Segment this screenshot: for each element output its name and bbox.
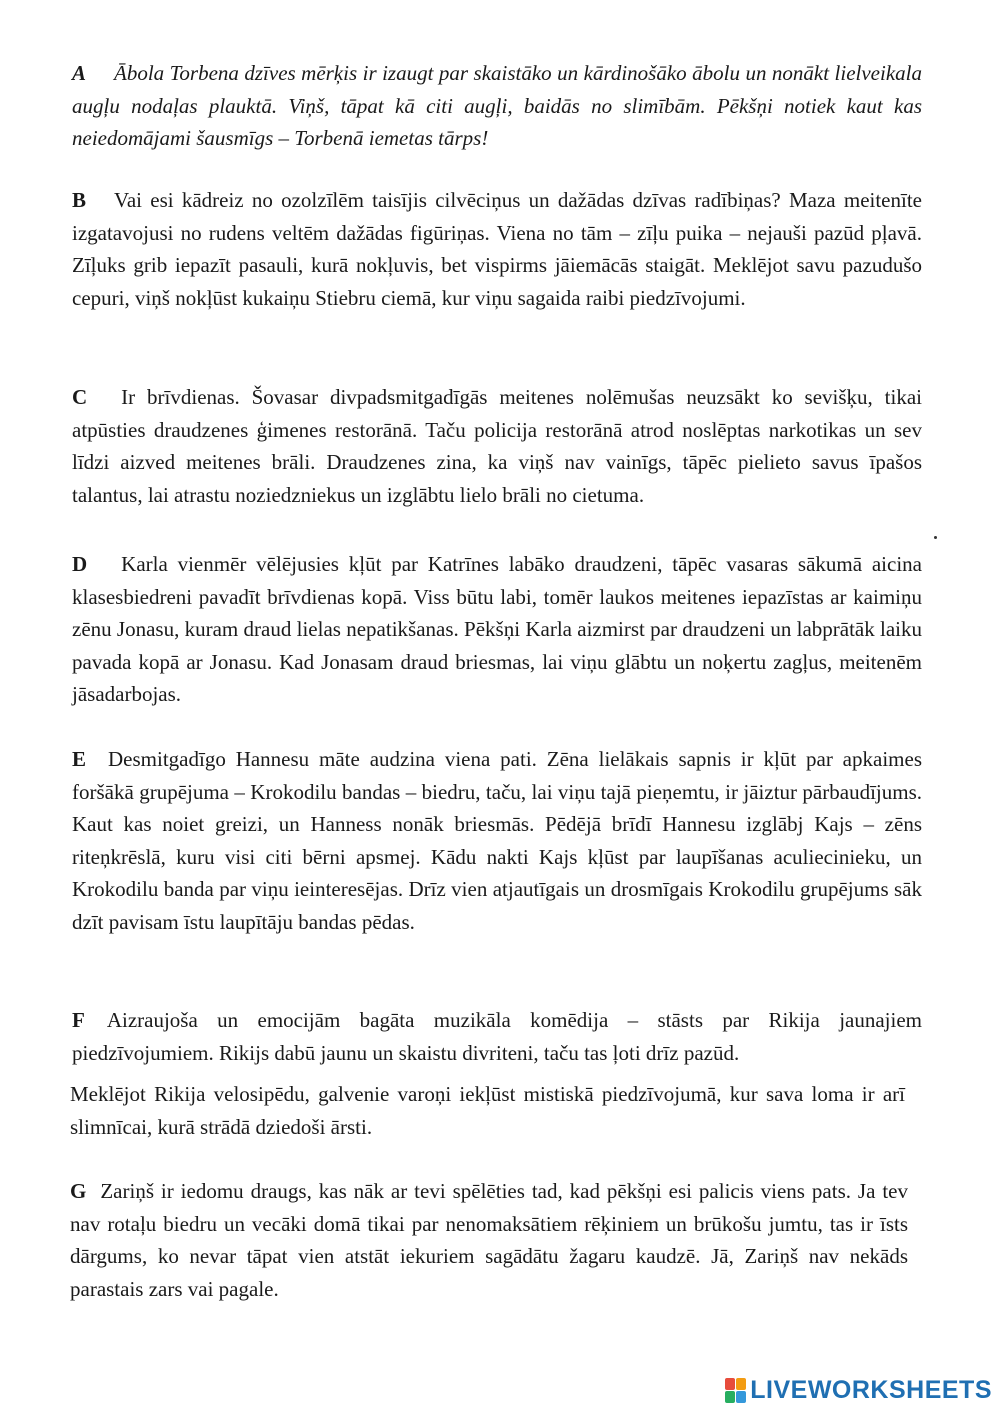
paragraph-text: Aizraujoša un emocijām bagāta muzikāla komēdija – stāsts par Rikija jaunajiem piedzīvojumiem. Rikijs dabū jaunu un skaistu divriteni, taču tas ļoti drīz pazūd.	[72, 1008, 922, 1065]
paragraph-letter: F	[72, 1008, 85, 1032]
paragraph-letter: B	[72, 188, 87, 212]
paragraph-text: Ir brīvdienas. Šovasar divpadsmitgadīgās meitenes nolēmušas neuzsākt ko sevišķu, tikai atpūsties draudzenes ģimenes restorānā. Taču policija restorānā atrod noslēptas narkotikas un sev līdzi aizved meitenes brāli. Draudzenes zina, ka viņš nav vainīgs, tāpēc pielieto savus īpašos talantus, lai atrastu noziedzniekus un izglābtu lielo brāli no cietuma.	[72, 385, 922, 507]
liveworksheets-logo[interactable]	[725, 1376, 992, 1405]
paragraph-a	[72, 57, 922, 155]
paragraph-text: Desmitgadīgo Hannesu māte audzina viena pati. Zēna lielākais sapnis ir kļūt par apkaimes foršākā grupējuma – Krokodilu bandas – biedru, taču, lai viņu tajā pieņemtu, ir jāiztur pārbaudījums. Kaut kas noiet greizi, un Hanness nonāk briesmās. Pēdējā brīdī Hannesu izglābj Kajs – zēns riteņkrēslā, kuru visi citi bērni apsmej. Kādu nakti Kajs kļūst par laupīšanas aculiecinieku, un Krokodilu banda par viņu ieinteresējas. Drīz vien atjautīgais un drosmīgais Krokodilu grupējums sāk dzīt pavisam īstu laupītāju bandas pēdas.	[72, 747, 922, 934]
paragraph-g	[70, 1175, 908, 1305]
paragraph-c	[72, 381, 922, 511]
paragraph-letter: A	[72, 61, 87, 85]
paragraph-b	[72, 184, 922, 314]
paragraph-text: Zariņš ir iedomu draugs, kas nāk ar tevi spēlēties tad, kad pēkšņi esi palicis viens pats. Ja tev nav rotaļu biedru un vecāki domā tikai par nenomaksātiem rēķiniem un brūkošu jumtu, tas ir īsts dārgums, ko nevar tāpat vien atstāt iekuriem sagādātu žagaru kaudzē. Jā, Zariņš nav nekāds parastais zars vai pagale.	[70, 1179, 908, 1301]
paragraph-text: Karla vienmēr vēlējusies kļūt par Katrīnes labāko draudzeni, tāpēc vasaras sākumā aicina klasesbiedreni pavadīt brīvdienas kopā. Viss būtu labi, tomēr laukos meitenes iepazīstas ar kaimiņu zēnu Jonasu, kuram draud lielas nepatikšanas. Pēkšņi Karla aizmirst par draudzeni un labprātāk laiku pavada kopā ar Jonasu. Kad Jonasam draud briesmas, lai viņu glābtu un noķertu zagļus, meitenēm jāsadarbojas.	[72, 552, 922, 706]
paragraph-f-continuation	[70, 1078, 905, 1143]
brand-text: LIVEWORKSHEETS	[750, 1376, 992, 1404]
paragraph-letter: G	[70, 1179, 87, 1203]
paragraph-e	[72, 743, 922, 938]
paragraph-letter: D	[72, 552, 88, 576]
paragraph-f	[72, 1004, 922, 1069]
paragraph-text: Ābola Torbena dzīves mērķis ir izaugt par skaistāko un kārdinošāko ābolu un nonākt lielveikala augļu nodaļas plauktā. Viņš, tāpat kā citi augļi, baidās no slimībām. Pēkšņi notiek kaut kas neiedomājami šausmīgs – Torbenā iemetas tārps!	[72, 61, 922, 150]
stray-dot	[934, 536, 937, 539]
paragraph-letter: E	[72, 747, 87, 771]
paragraph-d	[72, 548, 922, 711]
paragraph-text: Vai esi kādreiz no ozolzīlēm taisījis cilvēciņus un dažādas dzīvas radībiņas? Maza meitenīte izgatavojusi no rudens veltēm dažādas figūriņas. Viena no tām – zīļu puika – nejauši pazūd pļavā. Zīļuks grib iepazīt pasauli, kurā nokļuvis, bet vispirms jāiemācās staigāt. Meklējot savu pazudušo cepuri, viņš nokļūst kukaiņu Stiebru ciemā, kur viņu sagaida raibi piedzīvojumi.	[72, 188, 922, 310]
liveworksheets-icon	[725, 1378, 747, 1404]
paragraph-letter: C	[72, 385, 88, 409]
paragraph-text: Meklējot Rikija velosipēdu, galvenie varoņi iekļūst mistiskā piedzīvojumā, kur sava loma ir arī slimnīcai, kurā strādā dziedoši ārsti.	[70, 1082, 905, 1139]
